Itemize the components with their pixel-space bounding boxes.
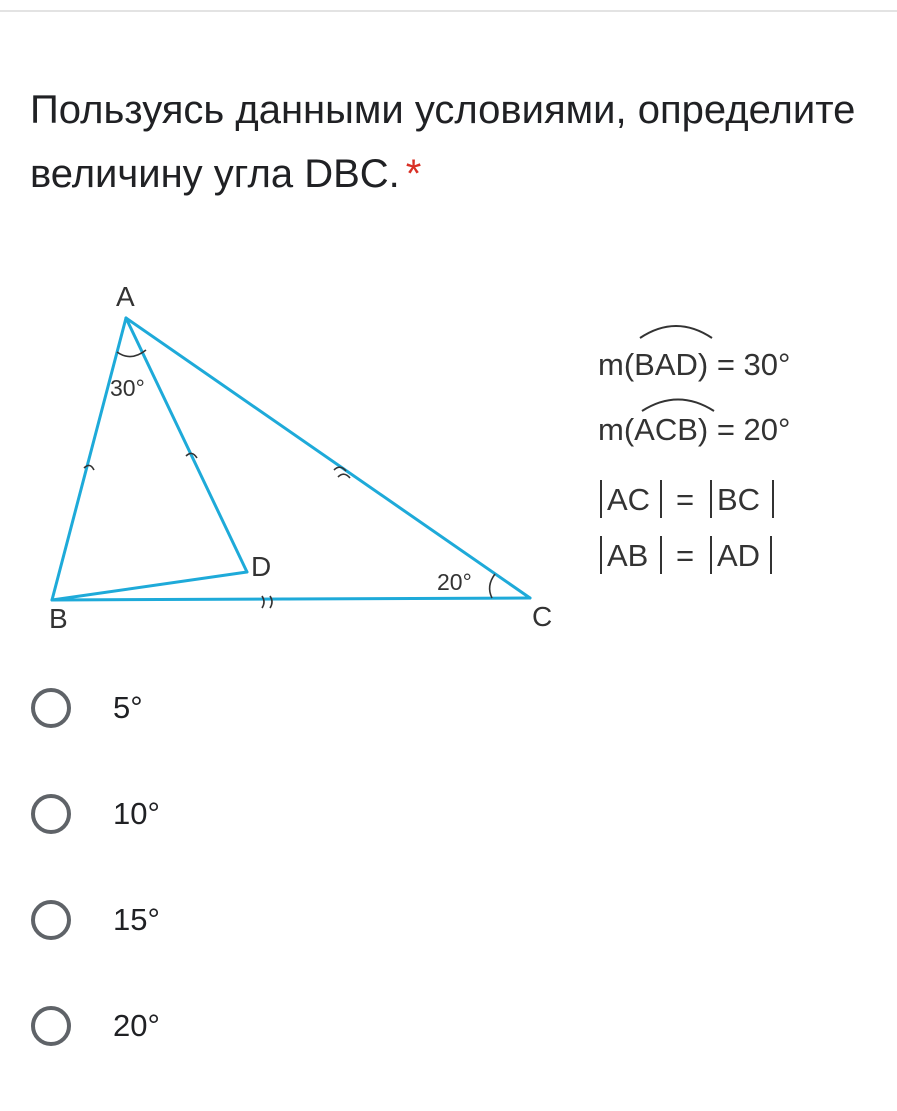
- required-asterisk: *: [405, 152, 422, 196]
- arc-hat-acb: [642, 400, 714, 412]
- vertex-label-a: A: [116, 281, 135, 312]
- radio-button[interactable]: [31, 794, 71, 834]
- arc-hat-bad: [640, 326, 712, 338]
- condition-angle-acb: m(ACB) = 20°: [598, 412, 791, 447]
- option-10[interactable]: [0, 761, 897, 867]
- tick-ac-2: [338, 474, 350, 478]
- side-ab: [52, 318, 126, 600]
- radio-button[interactable]: [31, 688, 71, 728]
- question-text: Пользуясь данными условиями, определите величину угла DBC.: [30, 88, 856, 196]
- cond-ac: AC: [607, 482, 651, 517]
- tick-bc-2: [270, 596, 272, 608]
- radio-button[interactable]: [31, 1006, 71, 1046]
- condition-ab-ad: [601, 536, 771, 574]
- option-label: 5°: [113, 690, 143, 725]
- question-figure: [0, 270, 897, 640]
- cond-eq-1: =: [676, 482, 695, 517]
- condition-ac-bc: [601, 480, 773, 518]
- question-title: [30, 78, 870, 206]
- cond-bc: BC: [717, 482, 761, 517]
- option-label: 15°: [113, 902, 160, 937]
- option-label: 10°: [113, 796, 160, 831]
- vertex-label-c: C: [532, 601, 553, 632]
- segment-bd: [52, 572, 247, 600]
- conditions-list: [598, 326, 790, 574]
- condition-angle-bad: m(BAD) = 30°: [598, 347, 791, 382]
- tick-bc-1: [262, 596, 264, 608]
- angle-arc-acb: [490, 574, 495, 598]
- option-15[interactable]: [0, 867, 897, 973]
- option-5[interactable]: [0, 655, 897, 761]
- top-divider: [0, 10, 897, 12]
- vertex-label-d: D: [251, 551, 272, 582]
- vertex-label-b: B: [49, 603, 68, 634]
- side-ac: [126, 318, 530, 598]
- option-20[interactable]: [0, 973, 897, 1079]
- cond-ad: AD: [717, 538, 761, 573]
- option-label: 20°: [113, 1008, 160, 1043]
- answer-options: [0, 655, 897, 1079]
- angle-label-acb: 20°: [437, 569, 472, 595]
- side-bc: [52, 598, 530, 600]
- segment-ad: [126, 318, 247, 572]
- radio-button[interactable]: [31, 900, 71, 940]
- cond-ab: AB: [607, 538, 649, 573]
- cond-eq-2: =: [676, 538, 695, 573]
- angle-label-bad: 30°: [110, 375, 145, 401]
- triangle-diagram: [0, 270, 897, 640]
